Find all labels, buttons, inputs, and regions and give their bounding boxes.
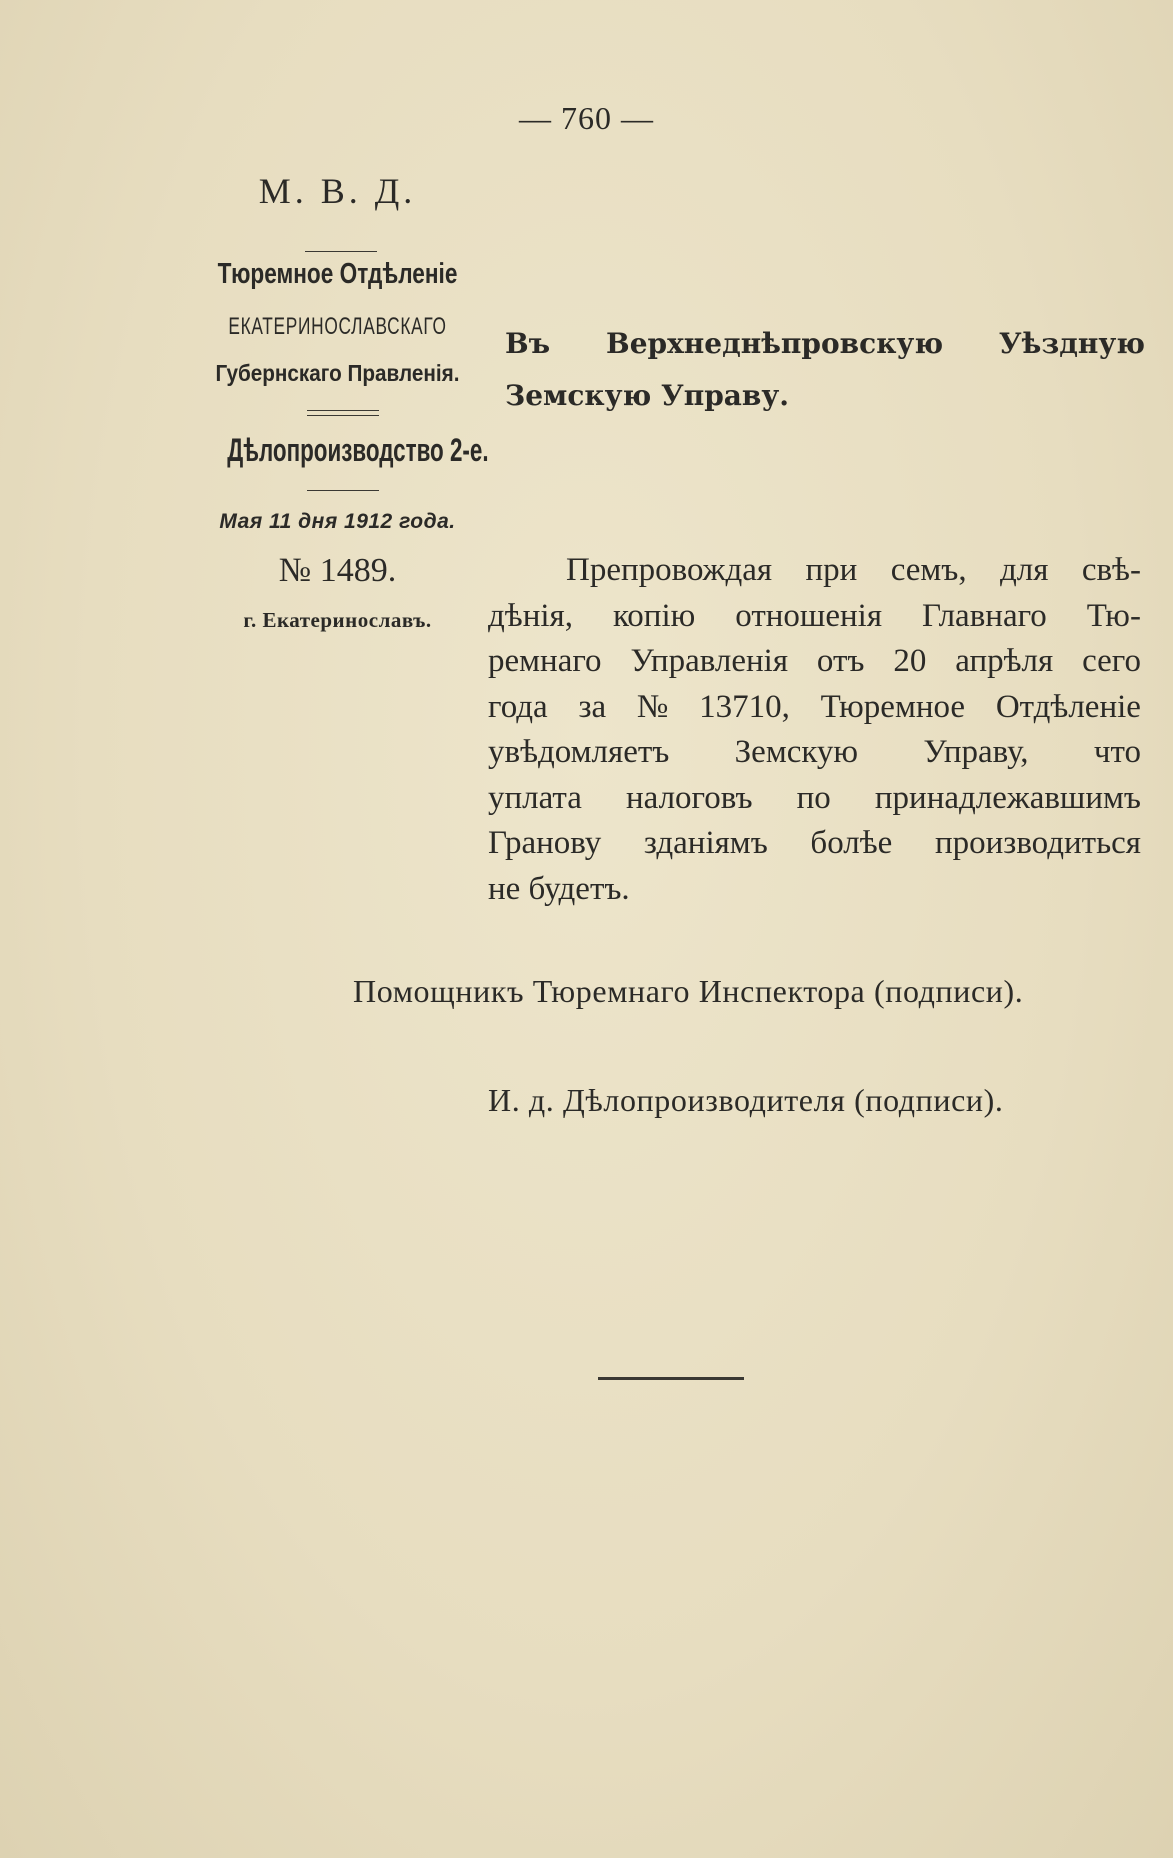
body-word: увѣдомляетъ xyxy=(488,734,670,770)
body-line xyxy=(488,685,1141,731)
body-word: 13710, xyxy=(699,688,790,725)
body-line xyxy=(488,594,1141,640)
body-word: года xyxy=(488,688,548,725)
body-word: уплата xyxy=(488,779,582,816)
letter-body xyxy=(488,548,1141,912)
body-line xyxy=(488,776,1141,822)
divider-rule xyxy=(307,490,379,491)
body-line xyxy=(488,821,1141,867)
body-word: Препровождая xyxy=(566,552,773,588)
ministry-abbreviation: М. В. Д. xyxy=(258,171,417,211)
body-word: Тю- xyxy=(1086,597,1141,634)
body-line xyxy=(488,548,1141,594)
divider-rule xyxy=(305,251,377,252)
body-word: болѣе xyxy=(810,825,893,861)
body-word: Главнаго xyxy=(921,597,1047,634)
body-word: 20 xyxy=(893,643,927,679)
body-word: отъ xyxy=(816,643,865,679)
body-word: свѣ- xyxy=(1081,552,1141,588)
addressee-line: Земскую Управу. xyxy=(505,379,790,412)
province-name: ЕКАТЕРИНОСЛАВСКАГО xyxy=(228,313,447,340)
body-line xyxy=(488,639,1141,685)
body-word: Тюремное xyxy=(820,688,966,725)
body-word: сего xyxy=(1082,643,1141,679)
page-number: — 760 — xyxy=(519,100,654,136)
closing-rule xyxy=(598,1377,744,1380)
body-word: налоговъ xyxy=(625,779,753,816)
body-line xyxy=(488,730,1141,776)
document-date: Мая 11 дня 1912 года. xyxy=(219,510,456,533)
body-word: апрѣля xyxy=(955,643,1054,679)
assistant-inspector-signature: Помощникъ Тюремнаго Инспектора (подписи). xyxy=(353,973,1024,1009)
addressee-word: Верхнеднѣпровскую xyxy=(606,327,944,360)
body-word: для xyxy=(1000,552,1049,588)
document-city: г. Екатеринославъ. xyxy=(243,608,432,632)
document-number: № 1489. xyxy=(278,552,397,589)
government-name: Губернскаго Правленія. xyxy=(215,360,460,386)
body-word: зданіямъ xyxy=(643,825,768,861)
clerk-signature: И. д. Дѣлопроизводителя (подписи). xyxy=(488,1082,1004,1118)
addressee-line xyxy=(505,318,1145,370)
body-word: Отдѣленіе xyxy=(995,688,1141,725)
body-word: № xyxy=(636,688,669,725)
body-word: дѣнія, xyxy=(488,597,573,634)
body-word: отношенія xyxy=(735,597,882,634)
body-word: копію xyxy=(612,597,696,634)
body-word: Земскую xyxy=(734,734,859,770)
body-word: при xyxy=(805,552,858,588)
addressee-word: Въ xyxy=(505,327,551,360)
body-word: производиться xyxy=(934,825,1141,861)
body-word: не будетъ. xyxy=(488,870,630,907)
department-name: Тюремное Отдѣленіе xyxy=(217,258,458,290)
body-word: Управленія xyxy=(630,643,788,679)
body-word: ремнаго xyxy=(488,643,602,679)
addressee-word: Уѣздную xyxy=(998,327,1145,360)
body-word: принадлежавшимъ xyxy=(874,779,1141,816)
addressee xyxy=(505,318,1145,422)
body-word: семъ, xyxy=(890,552,967,588)
body-word: по xyxy=(796,779,831,816)
double-divider-rule xyxy=(307,410,379,416)
body-word: за xyxy=(578,688,607,725)
body-word: что xyxy=(1093,734,1141,770)
office-division: Дѣлопроизводство 2-е. xyxy=(227,432,489,468)
body-line xyxy=(488,867,1141,913)
body-word: Гранову xyxy=(488,825,602,861)
body-word: Управу, xyxy=(923,734,1029,770)
